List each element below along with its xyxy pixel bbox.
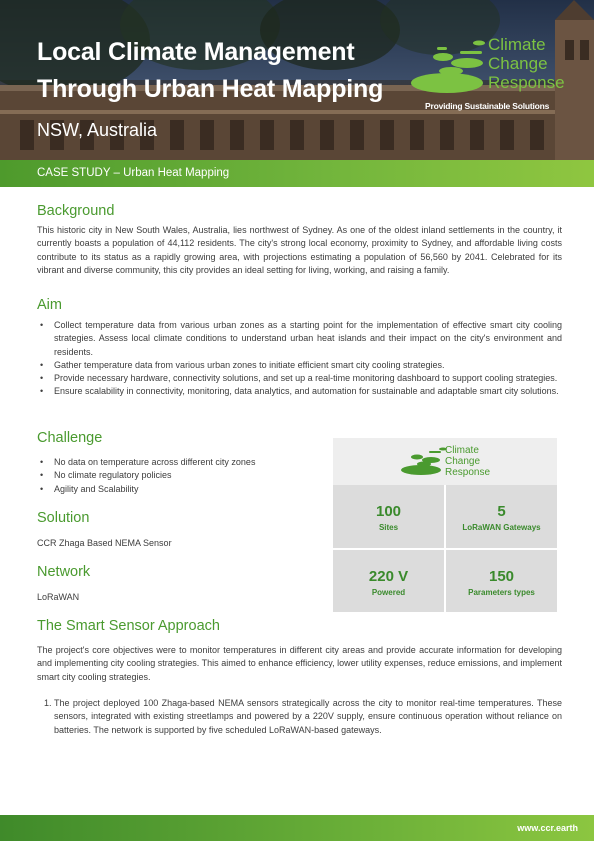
aim-list (37, 319, 562, 399)
logo-word: Response (445, 467, 491, 478)
stat-gateways (446, 485, 557, 548)
step-text: The project deployed 100 Zhaga-based NEMA sensors strategically across the city to monitor real-time temperatures. These sensors, integrated with existing streetlamps and powered by a 220V supply, ensure continuous operation without reliance on batteries. The network is supported by five scheduled LoRaWAN-based gateways. (54, 698, 562, 735)
stats-panel (333, 438, 557, 612)
logo-word: Change (488, 54, 548, 73)
approach-intro: The project's core objectives were to monitor temperatures in different city areas and provide accurate information for developing and implementing city cooling strategies. This aimed to enhance efficiency, lower utility expenses, reduce emissions, and implement smart city cooling strategies. (37, 645, 562, 682)
ccr-logo-wordmark (488, 35, 565, 92)
case-study-bar: CASE STUDY – Urban Heat Mapping (0, 160, 594, 187)
stat-power (333, 550, 444, 612)
challenge-heading: Challenge (37, 430, 103, 446)
logo-word: Climate (488, 35, 546, 54)
list-item: • Provide necessary hardware, connectivity solutions, and set up a real-time monitoring dashboard to support cooling strategies. (37, 372, 562, 385)
approach-steps (37, 697, 562, 737)
logo-word: Climate (445, 445, 479, 456)
stat-value: 150 (488, 568, 515, 585)
stats-logo-wordmark (445, 445, 490, 478)
footer-bar (0, 815, 594, 841)
stat-label: Sites (378, 523, 399, 532)
page-title: Local Climate Management Through Urban Heat Mapping (37, 38, 384, 103)
stat-value: 100 (375, 503, 402, 520)
logo-tagline: Providing Sustainable Solutions (425, 101, 550, 111)
list-item: • No climate regulatory policies (37, 469, 327, 482)
background-heading: Background (37, 203, 115, 219)
aim-heading: Aim (37, 297, 62, 313)
stat-label: Powered (371, 588, 406, 597)
stat-label: LoRaWAN Gateways (462, 523, 541, 532)
list-item: • Ensure scalability in connectivity, monitoring, data analytics, and automation for sustainable and adaptable smart city solutions. (37, 385, 562, 398)
stat-label: Parameters types (468, 588, 535, 597)
list-item: • Collect temperature data from various urban zones as a starting point for the implementation of effective smart city cooling strategies. Assess local climate conditions to understand urban heat islands and their impact on the city's environment and residents. (37, 319, 562, 359)
stat-sites (333, 485, 444, 548)
solution-heading: Solution (37, 510, 90, 526)
step-number: 1. (44, 698, 52, 708)
list-item: • Agility and Scalability (37, 483, 327, 496)
logo-word: Response (488, 73, 565, 92)
solution-text: CCR Zhaga Based NEMA Sensor (37, 538, 172, 548)
stats-header (333, 438, 557, 485)
list-item (37, 697, 562, 737)
background-text: This historic city in New South Wales, Australia, lies northwest of Sydney. As one of the oldest inland settlements in the country, it currently boasts a population of 44,112 residents. The city's strong local economy, proximity to Sydney, and affordable living costs contribute to its status as a rapidly growing area, with projections estimating a population of 56,560 by 2041. Celebrated for its vibrant and diverse community, this city provides an ideal setting for living, working, and raising a family. (37, 225, 562, 275)
network-heading: Network (37, 564, 91, 580)
approach-heading: The Smart Sensor Approach (37, 618, 220, 634)
ccr-logo-icon (399, 446, 449, 478)
hero-banner (0, 0, 594, 160)
stat-value: 220 V (368, 568, 409, 585)
logo-word: Change (445, 456, 481, 467)
list-item: • Gather temperature data from various urban zones to initiate efficient smart city cooling strategies. (37, 359, 562, 372)
network-text: LoRaWAN (37, 592, 80, 602)
website-link[interactable]: www.ccr.earth (517, 823, 578, 833)
location-subtitle: NSW, Australia (37, 120, 158, 140)
stat-parameters (446, 550, 557, 612)
list-item: • No data on temperature across different city zones (37, 456, 327, 469)
stat-value: 5 (497, 503, 506, 520)
challenge-list (37, 456, 327, 496)
